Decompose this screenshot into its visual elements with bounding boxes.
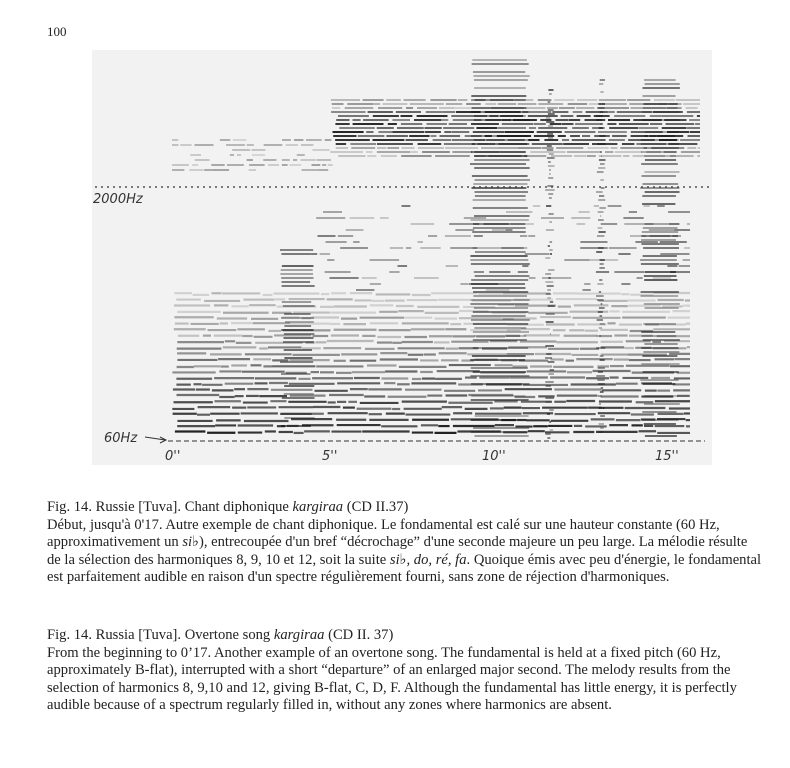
time-label-5: 5''	[322, 449, 338, 464]
title-italic: kargiraa	[273, 627, 325, 643]
time-label-15: 15''	[655, 449, 679, 464]
caption-english-title	[47, 627, 763, 645]
caption-english-body: From the beginning to 0’17. Another example of an overtone song. The fundamental is held at a fixed pitch (60 Hz, approximately B-flat), interrupted with a short “departure” of an enlarged major second. The melody results from the selection of harmonics 8, 9,10 and 12, giving B-flat, C, D, F. Although the fundamental has little energy, it is perfectly audible because of a spectrum regularly filled in, without any zones where harmonics are absent.	[47, 644, 737, 714]
page-number: 100	[47, 24, 67, 39]
label-2000hz: 2000Hz	[93, 192, 143, 207]
caption-french-body	[47, 517, 763, 587]
time-label-10: 10''	[482, 449, 506, 464]
body-text: Début, jusqu'à 0'17. Autre exemple de chant diphonique. Le fondamental est calé sur une hauteur constante (60 Hz, approximativement un	[47, 516, 720, 551]
body-italic: si♭	[182, 534, 199, 551]
body-text: ), entrecoupée d'un bref “décrochage” d'une seconde majeure un peu large. La mélodie résulte de la sélection des harmoniques 8, 9, 10 et 12, soit la suite	[47, 534, 748, 568]
caption-french	[47, 499, 763, 587]
title-text: (CD II.37)	[343, 499, 409, 515]
caption-french-title	[47, 499, 763, 517]
time-label-0: 0''	[165, 449, 181, 464]
title-text: Fig. 14. Russie [Tuva]. Chant diphonique	[47, 499, 293, 515]
caption-english	[47, 627, 763, 715]
title-text: (CD II. 37)	[324, 627, 394, 643]
body-italic: si♭, do, ré, fa	[389, 551, 467, 568]
body-text: . Quoique émis avec peu d'énergie, le fondamental est parfaitement audible en raison d'un spectre régulièrement fourni, sans zone de réjection d'harmoniques.	[47, 551, 762, 586]
title-italic: kargiraa	[292, 499, 344, 515]
title-text: Fig. 14. Russia [Tuva]. Overtone song	[47, 627, 274, 643]
label-60hz: 60Hz	[104, 431, 138, 446]
